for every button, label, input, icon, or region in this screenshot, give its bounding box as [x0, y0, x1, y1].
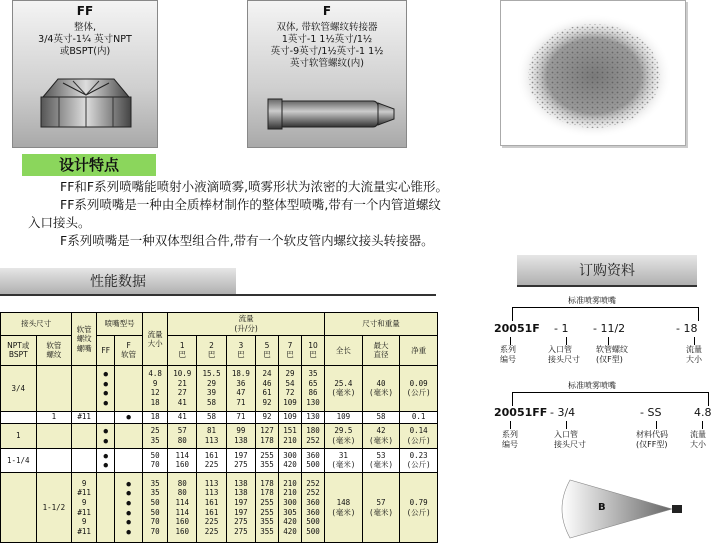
th-npt: NPT或 BSPT — [1, 335, 37, 366]
cell-flow: 360 500 — [302, 448, 325, 473]
cell-dia: 58 — [362, 411, 400, 423]
design-paragraph-3: 入口接头。 — [28, 215, 91, 230]
design-paragraph-4: F系列喷嘴是一种双体型组合件,带有一个软皮管内螺纹接头转接器。 — [60, 233, 434, 248]
cell-flow: 71 — [226, 411, 255, 423]
caption-inlet: 入口管 接头尺寸 — [548, 345, 580, 364]
th-hose: 软管 螺纹 — [36, 335, 72, 366]
cell-npt — [1, 473, 37, 543]
cell-capacity: 25 35 — [143, 423, 168, 448]
table-row — [1, 423, 438, 448]
caption-series: 系列 编号 — [502, 430, 518, 449]
cell-thread: 9 #11 9 #11 9 #11 — [72, 473, 97, 543]
cell-length: 109 — [325, 411, 363, 423]
cell-flow: 15.5 29 39 58 — [197, 366, 226, 411]
order-diagram-f — [490, 295, 722, 385]
cell-npt — [1, 411, 37, 423]
order-code-inlet: - 1 — [554, 322, 569, 335]
caption-hose: 软管螺纹 (仅F型) — [596, 345, 628, 364]
cell-hose — [36, 423, 72, 448]
cell-npt: 3/4 — [1, 366, 37, 411]
product-code: FF — [76, 4, 94, 18]
cell-flow: 24 46 61 92 — [256, 366, 279, 411]
cell-length: 31 (毫米) — [325, 448, 363, 473]
caption-capacity: 流量 大小 — [690, 430, 706, 449]
cell-length: 148 (毫米) — [325, 473, 363, 543]
cell-flow: 151 210 — [279, 423, 302, 448]
cell-npt: 1 — [1, 423, 37, 448]
diagram-label: 标准喷雾喷嘴 — [568, 381, 616, 390]
product-description: 整体, 3/4英寸-1¼ 英寸NPT 或BSPT(内) — [38, 22, 132, 57]
cell-length: 25.4 (毫米) — [325, 366, 363, 411]
cell-thread: #11 — [72, 411, 97, 423]
cell-flow: 57 80 — [168, 423, 197, 448]
caption-inlet: 入口管 接头尺寸 — [554, 430, 586, 449]
cell-thread — [72, 366, 97, 411]
order-code-capacity: - 18 — [676, 322, 698, 335]
cell-flow: 41 — [168, 411, 197, 423]
order-code-inlet: - 3/4 — [550, 406, 576, 419]
cell-ff: ● ● — [97, 423, 115, 448]
th-p3: 3 巴 — [226, 335, 255, 366]
f-nozzle-image — [248, 87, 407, 147]
cell-thread — [72, 448, 97, 473]
order-code-series: 20051FF — [494, 406, 548, 419]
cell-flow: 81 113 — [197, 423, 226, 448]
th-dia: 最大 直径 — [362, 335, 400, 366]
cell-weight: 0.79 (公斤) — [400, 473, 438, 543]
cell-f: ● ● ● ● ● ● — [115, 473, 143, 543]
order-diagram-ff — [490, 380, 722, 460]
table-row — [1, 473, 438, 543]
cell-f — [115, 423, 143, 448]
spray-cone-diagram — [560, 478, 690, 540]
cell-hose: 1 — [36, 411, 72, 423]
caption-series: 系列 编号 — [500, 345, 516, 364]
cell-flow: 92 — [256, 411, 279, 423]
cell-flow: 99 138 — [226, 423, 255, 448]
cell-flow: 29 54 72 109 — [279, 366, 302, 411]
th-p7: 7 巴 — [279, 335, 302, 366]
cell-weight: 0.1 — [400, 411, 438, 423]
design-features-title: 设计特点 — [22, 154, 156, 176]
cell-hose — [36, 448, 72, 473]
cell-flow: 252 252 360 360 500 500 — [302, 473, 325, 543]
cell-npt: 1-1/4 — [1, 448, 37, 473]
cell-flow: 58 — [197, 411, 226, 423]
cell-f: ● — [115, 411, 143, 423]
order-info-title: 订购资料 — [517, 255, 697, 287]
performance-table — [0, 312, 438, 543]
cell-dia: 53 (毫米) — [362, 448, 400, 473]
cell-flow: 138 138 197 197 275 275 — [226, 473, 255, 543]
product-panel-ff — [12, 0, 158, 148]
th-f: F 软管 — [115, 335, 143, 366]
cell-flow: 178 178 255 255 355 355 — [256, 473, 279, 543]
th-weight: 净重 — [400, 335, 438, 366]
cone-label: B — [598, 502, 606, 513]
order-code-material: - SS — [640, 406, 662, 419]
design-paragraph-1: FF和F系列喷嘴能喷射小液滴喷雾,喷雾形状为浓密的大流量实心锥形。 — [60, 179, 449, 194]
th-p1: 1 巴 — [168, 335, 197, 366]
cell-capacity: 18 — [143, 411, 168, 423]
product-code: F — [322, 4, 332, 18]
cell-flow: 180 252 — [302, 423, 325, 448]
cell-flow: 113 113 161 161 225 225 — [197, 473, 226, 543]
cell-thread — [72, 423, 97, 448]
th-nozzle-type: 喷嘴型号 — [97, 313, 143, 336]
cell-weight: 0.23 (公斤) — [400, 448, 438, 473]
cell-flow: 80 80 114 114 160 160 — [168, 473, 197, 543]
cell-f — [115, 448, 143, 473]
th-dims: 尺寸和重量 — [325, 313, 438, 336]
cell-flow: 18.9 36 47 71 — [226, 366, 255, 411]
cell-dia: 57 (毫米) — [362, 473, 400, 543]
cell-flow: 255 355 — [256, 448, 279, 473]
cell-capacity: 4.8 9 12 18 — [143, 366, 168, 411]
performance-data-title: 性能数据 — [0, 268, 236, 296]
cell-length: 29.5 (毫米) — [325, 423, 363, 448]
cell-hose: 1-1/2 — [36, 473, 72, 543]
th-capacity: 流量 大小 — [143, 313, 168, 366]
th-p10: 10 巴 — [302, 335, 325, 366]
cell-ff: ● ● — [97, 448, 115, 473]
table-row — [1, 448, 438, 473]
spray-pattern-image — [500, 0, 686, 146]
cell-dia: 42 (毫米) — [362, 423, 400, 448]
table-row — [1, 366, 438, 411]
order-code-capacity: 4.8 — [694, 406, 712, 419]
cell-flow: 109 — [279, 411, 302, 423]
cell-flow: 210 210 300 305 420 420 — [279, 473, 302, 543]
cell-flow: 114 160 — [168, 448, 197, 473]
th-ff: FF — [97, 335, 115, 366]
cell-weight: 0.14 (公斤) — [400, 423, 438, 448]
cell-ff — [97, 411, 115, 423]
product-panel-f — [247, 0, 407, 148]
diagram-label: 标准喷雾喷嘴 — [568, 296, 616, 305]
caption-capacity: 流量 大小 — [686, 345, 702, 364]
cell-flow: 10.9 21 27 41 — [168, 366, 197, 411]
ff-nozzle-image — [13, 67, 158, 147]
th-length: 全长 — [325, 335, 363, 366]
cell-ff: ● ● ● ● — [97, 366, 115, 411]
performance-header-bar — [236, 294, 436, 296]
order-code-hose: - 11/2 — [593, 322, 626, 335]
cell-f — [115, 366, 143, 411]
cell-capacity: 50 70 — [143, 448, 168, 473]
design-paragraph-2: FF系列喷嘴是一种由全质棒材制作的整体型喷嘴,带有一个内管道螺纹 — [60, 197, 441, 212]
th-hose-thread: 软管 螺纹 螺嘴 — [72, 313, 97, 366]
cell-flow: 197 275 — [226, 448, 255, 473]
cell-ff — [97, 473, 115, 543]
cell-flow: 161 225 — [197, 448, 226, 473]
cell-capacity: 35 35 50 50 70 70 — [143, 473, 168, 543]
th-inlet: 接头尺寸 — [1, 313, 72, 336]
cell-weight: 0.09 (公斤) — [400, 366, 438, 411]
caption-material: 材料代码 (仅FF型) — [636, 430, 668, 449]
cell-hose — [36, 366, 72, 411]
th-p2: 2 巴 — [197, 335, 226, 366]
product-description: 双体, 带软管螺纹转接器 1英寸-1 1½英寸/1½ 英寸-9英寸/1½英寸-1 1½ 英寸软管螺纹(内) — [270, 22, 384, 69]
order-code-series: 20051F — [494, 322, 540, 335]
cell-flow: 300 420 — [279, 448, 302, 473]
cell-dia: 40 (毫米) — [362, 366, 400, 411]
table-row — [1, 411, 438, 423]
cell-flow: 35 65 86 130 — [302, 366, 325, 411]
cell-flow: 130 — [302, 411, 325, 423]
cell-flow: 127 178 — [256, 423, 279, 448]
th-p5: 5 巴 — [256, 335, 279, 366]
th-flow: 流量 (升/分) — [168, 313, 325, 336]
